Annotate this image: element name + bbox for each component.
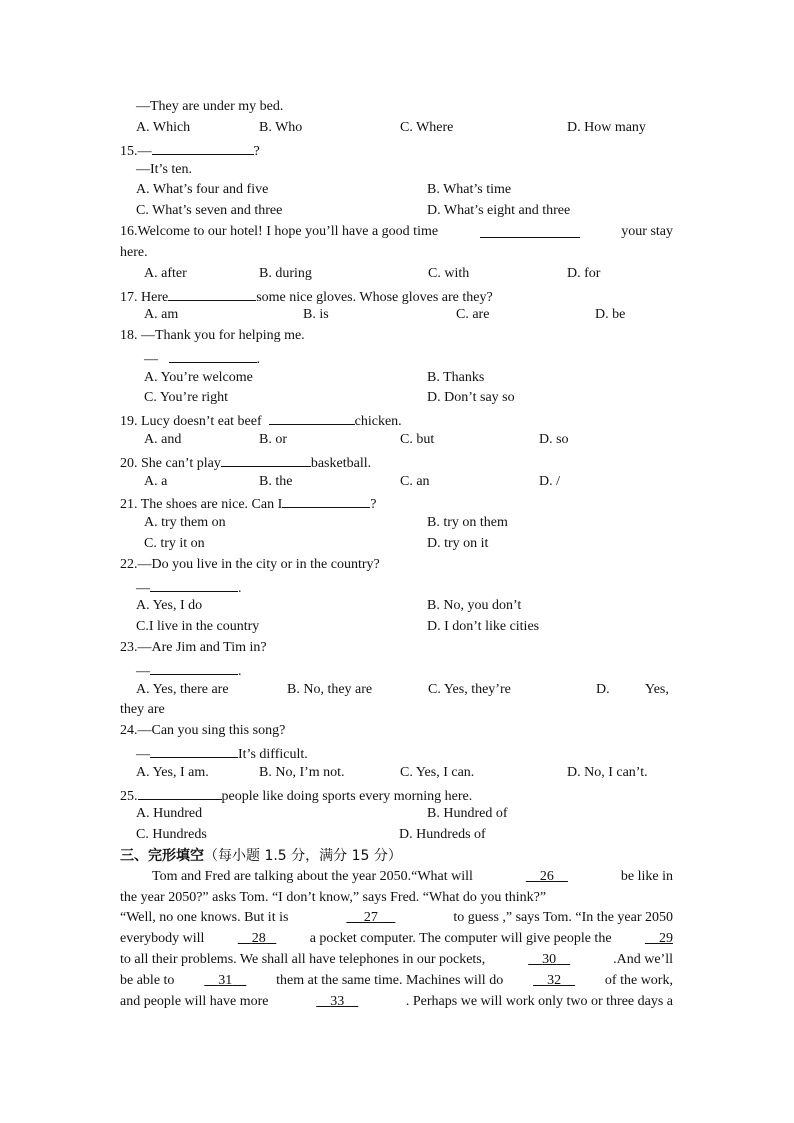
q18-option-c: C. You’re right xyxy=(144,390,229,405)
q16-option-a: A. after xyxy=(144,266,187,281)
q17-text-b: some nice gloves. Whose gloves are they? xyxy=(256,290,493,305)
q20-text-a: 20. She can’t play xyxy=(120,456,221,471)
q15-option-b: B. What’s time xyxy=(427,182,512,197)
blank-28 xyxy=(238,929,277,949)
q16-text-c: here. xyxy=(120,245,148,260)
q22-blank xyxy=(150,576,238,592)
blank-30 xyxy=(528,950,570,970)
passage-l6c: of the work, xyxy=(604,973,673,988)
q23-reply xyxy=(136,659,242,682)
q23-blank xyxy=(150,659,238,675)
q21-stem xyxy=(120,492,376,515)
q15-number: 15.— xyxy=(120,144,152,159)
q15-blank xyxy=(152,139,254,155)
q21-option-d: D. try on it xyxy=(427,536,489,551)
passage-l7a: and people will have more xyxy=(120,994,269,1009)
passage-l1a: Tom and Fred are talking about the year 2050.“What will xyxy=(152,869,473,884)
q25-blank xyxy=(138,784,222,800)
q19-option-b: B. or xyxy=(259,432,287,447)
q19-text-a: 19. Lucy doesn’t eat beef xyxy=(120,414,262,429)
q17-text-a: 17. Here xyxy=(120,290,169,305)
passage-line-2: the year 2050?” asks Tom. “I don’t know,” says Fred. “What do you think?” xyxy=(120,890,547,905)
q20-option-b: B. the xyxy=(259,474,293,489)
passage-line-7 xyxy=(120,992,673,1012)
q18-option-d: D. Don’t say so xyxy=(427,390,515,405)
q21-text-b: ? xyxy=(370,497,377,512)
blank-26-number: 26 xyxy=(539,869,554,884)
blank-32-number: 32 xyxy=(547,973,562,988)
q23-option-a: A. Yes, there are xyxy=(136,682,229,697)
q16-text-b: your stay xyxy=(621,224,673,239)
blank-31-number: 31 xyxy=(218,973,233,988)
q25-option-b: B. Hundred of xyxy=(427,806,508,821)
q15-reply: —It’s ten. xyxy=(136,162,192,177)
q22-reply-dash: — xyxy=(136,581,150,596)
q22-reply-end: . xyxy=(238,581,242,596)
passage-line-6 xyxy=(120,971,673,991)
q14-option-c: C. Where xyxy=(400,120,454,135)
blank-31 xyxy=(204,971,246,991)
q15-option-d: D. What’s eight and three xyxy=(427,203,571,218)
q23-option-b: B. No, they are xyxy=(287,682,373,697)
q24-option-d: D. No, I can’t. xyxy=(567,765,648,780)
q16-stem xyxy=(120,222,673,242)
passage-line-4 xyxy=(120,929,673,949)
q23-stem: 23.—Are Jim and Tim in? xyxy=(120,640,267,655)
q25-option-c: C. Hundreds xyxy=(136,827,207,842)
q17-option-d: D. be xyxy=(595,307,626,322)
passage-l4a: everybody will xyxy=(120,931,205,946)
q22-stem: 22.—Do you live in the city or in the country? xyxy=(120,557,380,572)
q24-reply-end: It’s difficult. xyxy=(238,747,308,762)
section-heading xyxy=(120,846,402,867)
blank-30-number: 30 xyxy=(542,952,557,967)
q20-option-a: A. a xyxy=(144,474,168,489)
q21-option-a: A. try them on xyxy=(144,515,226,530)
q18-option-a: A. You’re welcome xyxy=(144,370,253,385)
q22-option-b: B. No, you don’t xyxy=(427,598,522,613)
passage-l5b: .And we’ll xyxy=(613,952,673,967)
q19-text-b: chicken. xyxy=(354,414,402,429)
q18-reply-end: . xyxy=(256,352,260,367)
passage-l6a: be able to xyxy=(120,973,175,988)
section-title: 三、完形填空 xyxy=(120,848,204,864)
q17-blank xyxy=(168,285,256,301)
q22-option-d: D. I don’t like cities xyxy=(427,619,540,634)
q25-text-b: people like doing sports every morning here. xyxy=(221,789,473,804)
passage-line-1 xyxy=(120,867,673,887)
blank-26 xyxy=(526,867,568,887)
q23-option-d-wrap: they are xyxy=(120,702,165,717)
q15-option-a: A. What’s four and five xyxy=(136,182,269,197)
q19-stem xyxy=(120,409,402,432)
q22-option-c: C.I live in the country xyxy=(136,619,260,634)
blank-33-number: 33 xyxy=(330,994,345,1009)
q24-option-c: C. Yes, I can. xyxy=(400,765,475,780)
q24-reply-dash: — xyxy=(136,747,150,762)
blank-33 xyxy=(316,992,358,1012)
passage-l7b: . Perhaps we will work only two or three days a xyxy=(405,994,673,1009)
q17-option-c: C. are xyxy=(456,307,490,322)
q15-stem xyxy=(120,139,260,162)
q19-option-c: C. but xyxy=(400,432,435,447)
q14-answer-line: —They are under my bed. xyxy=(136,99,284,114)
q18-reply xyxy=(144,347,260,370)
q22-option-a: A. Yes, I do xyxy=(136,598,203,613)
q14-option-a: A. Which xyxy=(136,120,191,135)
q24-stem: 24.—Can you sing this song? xyxy=(120,723,286,738)
q25-number: 25. xyxy=(120,789,138,804)
blank-32 xyxy=(533,971,575,991)
q16-blank xyxy=(480,222,580,238)
passage-l5a: to all their problems. We shall all have telephones in our pockets, xyxy=(120,952,486,967)
passage-l1b: be like in xyxy=(620,869,673,884)
q20-option-c: C. an xyxy=(400,474,430,489)
q21-blank xyxy=(282,492,370,508)
passage-line-3 xyxy=(120,908,673,928)
q21-text-a: 21. The shoes are nice. Can I xyxy=(120,497,283,512)
q23-option-d: D. xyxy=(596,682,610,697)
passage-l3b: to guess ,” says Tom. “In the year 2050 xyxy=(453,910,673,925)
q25-option-a: A. Hundred xyxy=(136,806,203,821)
q14-option-d: D. How many xyxy=(567,120,646,135)
q14-option-b: B. Who xyxy=(259,120,303,135)
passage-l6b: them at the same time. Machines will do xyxy=(276,973,504,988)
q16-option-d: D. for xyxy=(567,266,601,281)
q18-reply-dash: — xyxy=(144,352,158,367)
q21-option-b: B. try on them xyxy=(427,515,508,530)
q23-option-c: C. Yes, they’re xyxy=(428,682,511,697)
q16-option-c: C. with xyxy=(428,266,470,281)
section-note: （每小题 1.5 分，满分 15 分） xyxy=(204,848,402,864)
passage-l3a: “Well, no one knows. But it is xyxy=(120,910,289,925)
q16-text-a: 16.Welcome to our hotel! I hope you’ll have a good time xyxy=(120,224,439,239)
q16-option-b: B. during xyxy=(259,266,312,281)
q19-option-a: A. and xyxy=(144,432,182,447)
q17-option-a: A. am xyxy=(144,307,179,322)
q23-reply-dash: — xyxy=(136,664,150,679)
passage-line-5 xyxy=(120,950,673,970)
q21-option-c: C. try it on xyxy=(144,536,205,551)
q20-text-b: basketball. xyxy=(310,456,372,471)
q19-option-d: D. so xyxy=(539,432,569,447)
q18-stem: 18. —Thank you for helping me. xyxy=(120,328,305,343)
q20-option-d: D. / xyxy=(539,474,560,489)
q24-option-a: A. Yes, I am. xyxy=(136,765,209,780)
q24-option-b: B. No, I’m not. xyxy=(259,765,345,780)
q24-blank xyxy=(150,742,238,758)
q23-reply-end: . xyxy=(238,664,242,679)
blank-29-number: 29 xyxy=(658,931,673,946)
blank-27-number: 27 xyxy=(363,910,378,925)
q19-blank xyxy=(269,409,355,425)
q23-option-d-text: Yes, xyxy=(645,682,669,697)
blank-28-number: 28 xyxy=(251,931,266,946)
q24-reply xyxy=(136,742,308,765)
q25-option-d: D. Hundreds of xyxy=(399,827,486,842)
q15-suffix: ? xyxy=(253,144,260,159)
passage-l4b: a pocket computer. The computer will give people the xyxy=(309,931,612,946)
q18-option-b: B. Thanks xyxy=(427,370,485,385)
q17-option-b: B. is xyxy=(303,307,329,322)
blank-29 xyxy=(645,929,673,949)
q18-blank xyxy=(169,347,257,363)
blank-27 xyxy=(346,908,395,928)
q15-option-c: C. What’s seven and three xyxy=(136,203,283,218)
q20-blank xyxy=(221,451,311,467)
q20-stem xyxy=(120,451,371,474)
